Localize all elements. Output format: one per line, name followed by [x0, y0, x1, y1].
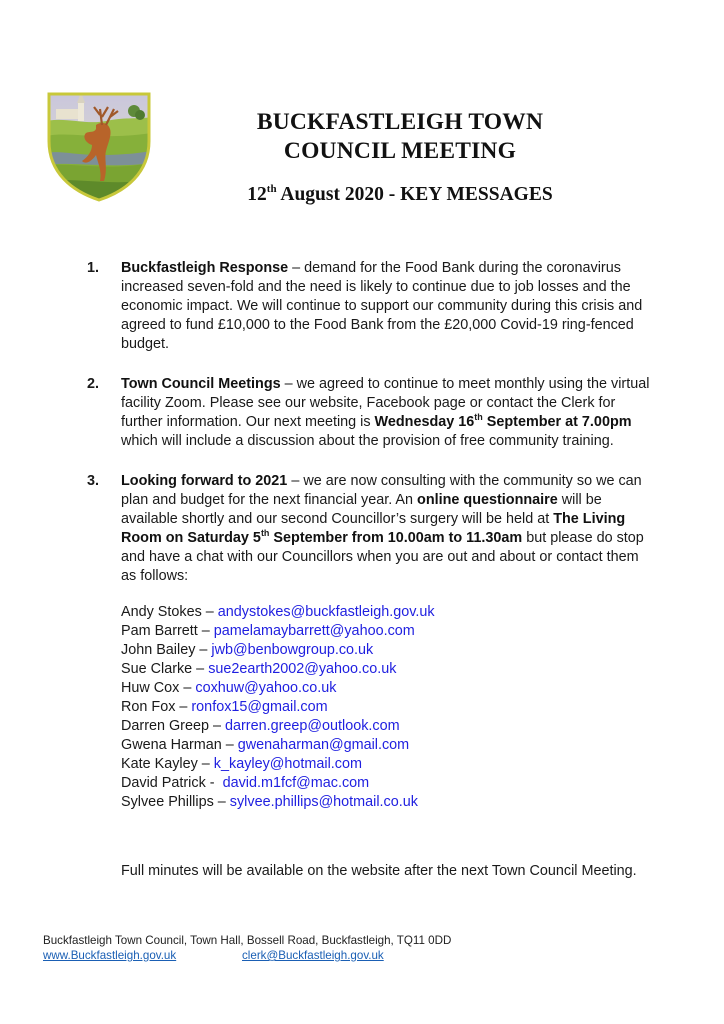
- councillor-email-link[interactable]: darren.greep@outlook.com: [224, 718, 400, 734]
- item-content: [121, 472, 657, 586]
- next-meeting-date: Wednesday 16: [374, 414, 475, 430]
- contact-row: [121, 660, 435, 679]
- separator: –: [197, 756, 214, 772]
- separator: –: [192, 661, 209, 677]
- ordinal-suffix: th: [260, 528, 270, 538]
- key-message-3: [87, 472, 657, 586]
- councillor-name: Andy Stokes: [121, 604, 202, 620]
- councillor-email-link[interactable]: andystokes@buckfastleigh.gov.uk: [217, 604, 435, 620]
- meeting-date-subtitle: [200, 183, 600, 207]
- separator: –: [213, 794, 230, 810]
- councillor-email-link[interactable]: coxhuw@yahoo.co.uk: [195, 680, 337, 696]
- page-footer: [43, 933, 451, 963]
- item-text: – we agreed to continue to meet monthly using the virtual facility Zoom. Please see our website, Facebook page or contact the Clerk for further information. Our next meeting is: [121, 376, 650, 430]
- item-number: 1.: [87, 260, 100, 276]
- item-heading: Looking forward to 2021: [121, 473, 288, 489]
- key-message-1: [87, 259, 657, 354]
- councillor-name: David Patrick: [121, 775, 206, 791]
- councillor-email-link[interactable]: sylvee.phillips@hotmail.co.uk: [229, 794, 418, 810]
- councillor-email-link[interactable]: david.m1fcf@mac.com: [222, 775, 370, 791]
- councillor-email-link[interactable]: sue2earth2002@yahoo.co.uk: [208, 661, 397, 677]
- councillor-name: John Bailey: [121, 642, 196, 658]
- subtitle-rest: August 2020 - KEY MESSAGES: [276, 184, 553, 205]
- contact-row: [121, 793, 435, 812]
- separator: –: [195, 642, 212, 658]
- contact-row: [121, 679, 435, 698]
- councillor-name: Pam Barrett: [121, 623, 198, 639]
- councillor-contact-list: [121, 603, 435, 812]
- contact-row: [121, 641, 435, 660]
- town-crest-icon: [46, 91, 152, 203]
- website-link[interactable]: www.Buckfastleigh.gov.uk: [43, 949, 177, 962]
- title-line-1: BUCKFASTLEIGH TOWN: [256, 109, 544, 135]
- clerk-email-link[interactable]: clerk@Buckfastleigh.gov.uk: [242, 949, 384, 962]
- closing-note: Full minutes will be available on the website after the next Town Council Meeting.: [121, 863, 637, 879]
- footer-links: [43, 948, 451, 963]
- separator: –: [197, 623, 214, 639]
- contact-row: [121, 698, 435, 717]
- item-text: – we are now consulting with the community so we can plan and budget for the next financial year. An: [121, 473, 642, 508]
- councillor-email-link[interactable]: ronfox15@gmail.com: [191, 699, 328, 715]
- councillor-name: Darren Greep: [121, 718, 209, 734]
- separator: –: [179, 680, 196, 696]
- separator: -: [205, 775, 223, 791]
- separator: –: [201, 604, 218, 620]
- councillor-name: Sue Clarke: [121, 661, 193, 677]
- councillor-email-link[interactable]: pamelamaybarrett@yahoo.com: [213, 623, 415, 639]
- councillor-email-link[interactable]: jwb@benbowgroup.co.uk: [211, 642, 374, 658]
- item-number: 3.: [87, 473, 100, 489]
- document-title-block: [200, 108, 600, 207]
- councillor-email-link[interactable]: gwenaharman@gmail.com: [237, 737, 410, 753]
- item-text: – demand for the Food Bank during the coronavirus increased seven-fold and the need is likely to continue due to job losses and the economic impact. We will continue to support our community during this crisis and agreed to fund £10,000 to the Food Bank from the £20,000 Covid-19 ring-fenced budget.: [121, 260, 643, 352]
- contact-row: [121, 603, 435, 622]
- ordinal-suffix: th: [474, 412, 483, 422]
- item-content: [121, 375, 657, 451]
- surgery-time: September from 10.00am to 11.30am: [269, 530, 523, 546]
- councillor-name: Ron Fox: [121, 699, 176, 715]
- councillor-name: Huw Cox: [121, 680, 180, 696]
- councillor-email-link[interactable]: k_kayley@hotmail.com: [213, 756, 362, 772]
- surgery-location-date: The Living Room on Saturday 5: [121, 511, 626, 546]
- councillor-name: Kate Kayley: [121, 756, 198, 772]
- item-number: 2.: [87, 376, 100, 392]
- next-meeting-time: September at 7.00pm: [482, 414, 632, 430]
- item-content: [121, 259, 657, 354]
- contact-row: [121, 622, 435, 641]
- questionnaire-highlight: online questionnaire: [417, 492, 558, 508]
- separator: –: [208, 718, 225, 734]
- contact-row: [121, 717, 435, 736]
- item-text: will be available shortly and our second Councillor’s surgery will be held at: [121, 492, 602, 527]
- separator: –: [221, 737, 238, 753]
- item-heading: Town Council Meetings: [121, 376, 281, 392]
- separator: –: [175, 699, 192, 715]
- title-line-2: COUNCIL MEETING: [283, 138, 517, 164]
- contact-row: [121, 736, 435, 755]
- councillor-name: Sylvee Phillips: [121, 794, 214, 810]
- item-text: which will include a discussion about the provision of free community training.: [121, 433, 614, 449]
- item-heading: Buckfastleigh Response: [121, 260, 289, 276]
- councillor-name: Gwena Harman: [121, 737, 222, 753]
- subtitle-day: 12: [247, 184, 267, 205]
- subtitle-day-suffix: th: [266, 183, 277, 195]
- contact-row: [121, 774, 435, 793]
- item-text: but please do stop and have a chat with our Councillors when you are out and about or contact them as follows:: [121, 530, 644, 584]
- contact-row: [121, 755, 435, 774]
- key-message-2: [87, 375, 657, 451]
- footer-address: Buckfastleigh Town Council, Town Hall, Bossell Road, Buckfastleigh, TQ11 0DD: [43, 934, 452, 947]
